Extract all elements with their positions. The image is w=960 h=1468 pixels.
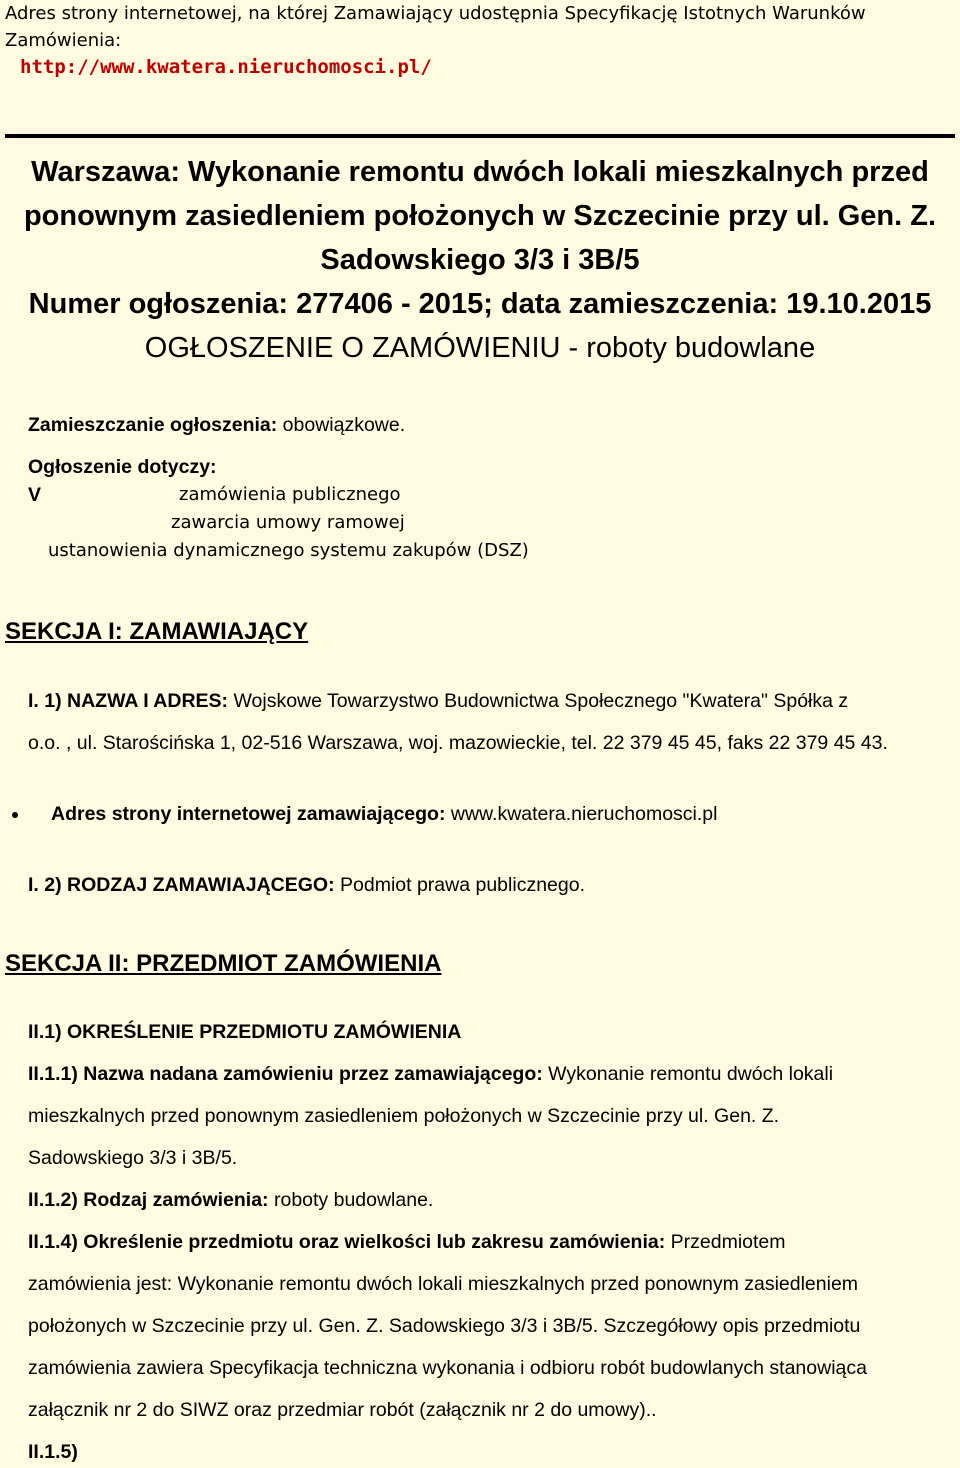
ii11-value-line3: Sadowskiego 3/3 i 3B/5. [28,1147,238,1169]
ii11-label: II.1.1) Nazwa nadana zamówieniu przez zamawiającego: [28,1063,543,1085]
concerns-option-dsz: ustanowienia dynamicznego systemu zakupów (DSZ) [48,540,529,561]
siwz-address-label-line1: Adres strony internetowej, na której Zamawiający udostępnia Specyfikację Istotnych Warunków [5,3,866,24]
page-title-line1: Warszawa: Wykonanie remontu dwóch lokali mieszkalnych przed [31,156,929,188]
concerns-option-public-order: zamówienia publicznego [179,484,401,505]
page-title-line3: Sadowskiego 3/3 i 3B/5 [320,244,640,276]
section-1-heading: SEKCJA I: ZAMAWIAJĄCY [5,618,309,645]
announcement-number: Numer ogłoszenia: 277406 - 2015; data zamieszczenia: 19.10.2015 [28,288,932,320]
section-2-heading: SEKCJA II: PRZEDMIOT ZAMÓWIENIA [5,950,442,977]
website-value: www.kwatera.nieruchomosci.pl [445,803,718,825]
ii14-value-line2: zamówienia jest: Wykonanie remontu dwóch lokali mieszkalnych przed ponownym zasiedleniem [28,1273,859,1295]
ii12-label: II.1.2) Rodzaj zamówienia: [28,1189,269,1211]
ii12-value: roboty budowlane. [268,1189,434,1211]
ii11-value-line1: Wykonanie remontu dwóch lokali [542,1063,834,1085]
ii14-label: II.1.4) Określenie przedmiotu oraz wielkości lub zakresu zamówienia: [28,1231,666,1253]
concerns-option-framework: zawarcia umowy ramowej [171,512,405,533]
website-label: Adres strony internetowej zamawiającego: [51,803,446,825]
i1-value-line1: Wojskowe Towarzystwo Budownictwa Społecznego "Kwatera" Spółka z [228,690,849,712]
placement-label: Zamieszczanie ogłoszenia: [28,414,278,436]
bullet-icon [12,812,18,818]
ii12-row [28,1187,433,1213]
i1-line1 [28,688,848,714]
i2-value: Podmiot prawa publicznego. [334,874,585,896]
i1-value-line2: o.o. , ul. Starościńska 1, 02-516 Warszawa, woj. mazowieckie, tel. 22 379 45 45, faks 22 379 45 43. [28,732,888,754]
ii14-value-line3: położonych w Szczecinie przy ul. Gen. Z. Sadowskiego 3/3 i 3B/5. Szczegółowy opis przedmiotu [28,1315,861,1337]
horizontal-divider [5,134,955,138]
ii15-label: II.1.5) [28,1441,78,1463]
i1-label: I. 1) NAZWA I ADRES: [28,690,229,712]
concerns-label: Ogłoszenie dotyczy: [28,456,217,478]
website-row [51,801,717,827]
i2-row [28,872,585,898]
announcement-type: OGŁOSZENIE O ZAMÓWIENIU - roboty budowlane [144,332,816,364]
i2-label: I. 2) RODZAJ ZAMAWIAJĄCEGO: [28,874,335,896]
placement-value: obowiązkowe. [277,414,406,436]
siwz-url-link[interactable]: http://www.kwatera.nieruchomosci.pl/ [20,56,432,78]
ii11-line1 [28,1061,833,1087]
ii14-line1 [28,1229,786,1255]
ii14-value-line5: załącznik nr 2 do SIWZ oraz przedmiar robót (załącznik nr 2 do umowy).. [28,1399,657,1421]
ii1-heading: II.1) OKREŚLENIE PRZEDMIOTU ZAMÓWIENIA [28,1021,462,1043]
siwz-address-label-line2: Zamówienia: [5,30,122,51]
placement-row [28,412,405,438]
ii14-value-line4: zamówienia zawiera Specyfikacja techniczna wykonania i odbioru robót budowlanych stanowiąca [28,1357,867,1379]
page-title-line2: ponownym zasiedleniem położonych w Szczecinie przy ul. Gen. Z. [23,200,937,232]
ii14-value-line1: Przedmiotem [665,1231,786,1253]
ii11-value-line2: mieszkalnych przed ponownym zasiedleniem położonych w Szczecinie przy ul. Gen. Z. [28,1105,780,1127]
checked-mark: V [28,484,42,506]
